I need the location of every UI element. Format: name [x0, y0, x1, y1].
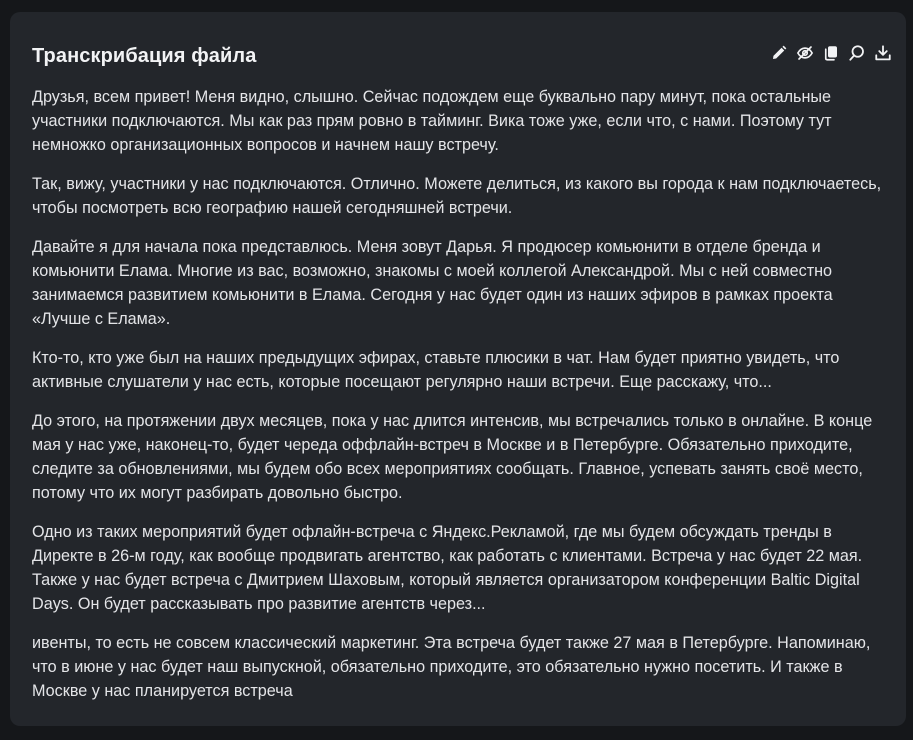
transcript-paragraph: Так, вижу, участники у нас подключаются. Отлично. Можете делиться, из какого вы города к нам подключаетесь, чтобы посмотреть всю географию нашей сегодняшней встречи.: [32, 175, 882, 217]
panel-header: [32, 12, 906, 90]
panel-title: Транскрибация файла: [32, 45, 257, 67]
download-icon: [874, 44, 892, 62]
transcript-paragraph: Одно из таких мероприятий будет офлайн-встреча с Яндекс.Рекламой, где мы будем обсуждать тренды в Директе в 26-м году, как вообще продвигать агентство, как работать с клиентами. Встреча у нас будет 22 мая. Также у нас будет встреча с Дмитрием Шаховым, который является организатором конференции Baltic Digital Days. Он будет рассказывать про развитие агентств через...: [32, 523, 863, 613]
toolbar: [770, 44, 892, 62]
edit-button[interactable]: [770, 44, 788, 62]
pencil-icon: [770, 44, 788, 62]
copy-icon: [822, 44, 840, 62]
search-button[interactable]: [848, 44, 866, 62]
search-icon: [848, 44, 866, 62]
transcript-paragraph: Кто-то, кто уже был на наших предыдущих эфирах, ставьте плюсики в чат. Нам будет приятно увидеть, что активные слушатели у нас есть, которые посещают регулярно наши встречи. Еще расскажу, что...: [32, 349, 840, 391]
transcript-paragraph: ивенты, то есть не совсем классический маркетинг. Эта встреча будет также 27 мая в Петербурге. Напоминаю, что в июне у нас будет наш выпускной, обязательно приходите, это обязательно нужно посетить. И также в Москве у нас планируется встреча: [32, 634, 871, 700]
transcript-paragraph: Давайте я для начала пока представлюсь. Меня зовут Дарья. Я продюсер комьюнити в отделе бренда и комьюнити Елама. Многие из вас, возможно, знакомы с моей коллегой Александрой. Мы с ней совместно занимаемся развитием комьюнити в Елама. Сегодня у нас будет один из наших эфиров в рамках проекта «Лучше с Елама».: [32, 238, 833, 328]
transcript-paragraph: Друзья, всем привет! Меня видно, слышно. Сейчас подождем еще буквально пару минут, пока остальные участники подключаются. Мы как раз прям ровно в тайминг. Вика тоже уже, если что, с нами. Поэтому тут немножко организационных вопросов и начнем нашу встречу.: [32, 88, 832, 154]
transcription-panel: [10, 12, 906, 726]
eye-off-icon: [796, 44, 814, 62]
download-button[interactable]: [874, 44, 892, 62]
transcript-text: [32, 85, 894, 715]
transcript-paragraph: До этого, на протяжении двух месяцев, пока у нас длится интенсив, мы встречались только в онлайне. В конце мая у нас уже, наконец-то, будет череда оффлайн-встреч в Москве и в Петербурге. Обязательно приходите, следите за обновлениями, мы будем обо всех мероприятиях сообщать. Главное, успевать занять своё место, потому что их могут разбирать довольно быстро.: [32, 412, 873, 502]
copy-button[interactable]: [822, 44, 840, 62]
hide-button[interactable]: [796, 44, 814, 62]
